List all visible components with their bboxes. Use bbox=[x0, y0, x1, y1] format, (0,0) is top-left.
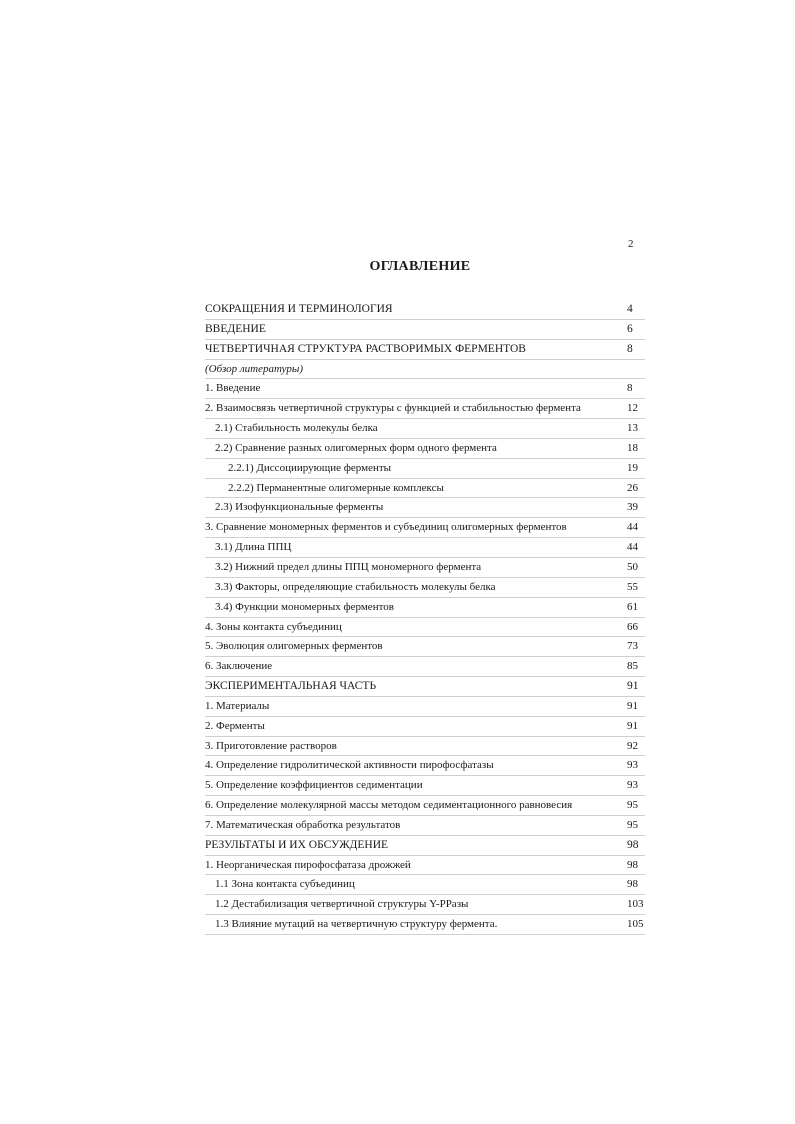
toc-entry bbox=[205, 915, 645, 935]
toc-entry bbox=[205, 558, 645, 578]
toc-entry-label: 2.1) Стабильность молекулы белка bbox=[215, 422, 378, 435]
toc-entry-label: 4. Определение гидролитической активности пирофосфатазы bbox=[205, 759, 494, 772]
toc-entry-label: ВВЕДЕНИЕ bbox=[205, 322, 266, 335]
toc-entry bbox=[205, 756, 645, 776]
toc-entry-label: 1.3 Влияние мутаций на четвертичную структуру фермента. bbox=[215, 918, 498, 931]
page-title: ОГЛАВЛЕНИЕ bbox=[369, 259, 471, 274]
toc-entry bbox=[205, 796, 645, 816]
toc-entry-label: (Обзор литературы) bbox=[205, 362, 304, 375]
toc-entry-label: 2.3) Изофункциональные ферменты bbox=[215, 501, 384, 514]
toc-entry-label: СОКРАЩЕНИЯ И ТЕРМИНОЛОГИЯ bbox=[205, 303, 393, 315]
toc-entry-page: 91 bbox=[627, 699, 638, 712]
toc-entry bbox=[205, 498, 645, 518]
toc-entry-label: 1. Материалы bbox=[205, 699, 270, 712]
toc-entry bbox=[205, 479, 645, 499]
toc-entry bbox=[205, 717, 645, 737]
toc-entry-page: 85 bbox=[627, 660, 638, 673]
toc-entry bbox=[205, 300, 645, 320]
toc-entry-label: 1.2 Дестабилизация четвертичной структуры Y-PPазы bbox=[215, 898, 469, 911]
toc-entry-label: ЭКСПЕРИМЕНТАЛЬНАЯ ЧАСТЬ bbox=[205, 680, 377, 693]
toc-entry bbox=[205, 379, 645, 399]
toc-entry-label: 1.1 Зона контакта субъединиц bbox=[215, 878, 355, 891]
toc-entry-page: 105 bbox=[627, 918, 644, 931]
toc-entry-label: 2.2.1) Диссоциирующие ферменты bbox=[228, 461, 392, 474]
toc-entry-page: 93 bbox=[627, 779, 638, 792]
toc-entry-label: 3. Приготовление растворов bbox=[205, 739, 337, 752]
toc-entry bbox=[205, 816, 645, 836]
toc-entry-label: 5. Определение коэффициентов седиментации bbox=[205, 779, 423, 792]
toc-entry bbox=[205, 875, 645, 895]
toc-entry-label: ЧЕТВЕРТИЧНАЯ СТРУКТУРА РАСТВОРИМЫХ ФЕРМЕНТОВ bbox=[205, 342, 526, 355]
page-number: 2 bbox=[628, 238, 634, 250]
toc-entry-label: 1. Введение bbox=[205, 382, 261, 395]
toc-entry-page: 6 bbox=[627, 322, 633, 335]
toc-entry bbox=[205, 578, 645, 598]
toc-entry-label: РЕЗУЛЬТАТЫ И ИХ ОБСУЖДЕНИЕ bbox=[205, 838, 389, 851]
toc-entry-page: 98 bbox=[627, 858, 638, 871]
toc-entry-page: 19 bbox=[627, 461, 638, 474]
toc-entry bbox=[205, 657, 645, 677]
toc-entry bbox=[205, 895, 645, 915]
table-of-contents bbox=[205, 300, 645, 935]
toc-entry-label: 6. Заключение bbox=[205, 660, 273, 673]
toc-entry bbox=[205, 776, 645, 796]
toc-entry-page: 55 bbox=[627, 580, 638, 593]
toc-entry bbox=[205, 737, 645, 757]
toc-entry-label: 4. Зоны контакта субъединиц bbox=[205, 620, 342, 633]
toc-entry-page: 44 bbox=[627, 541, 638, 554]
toc-entry bbox=[205, 518, 645, 538]
row-divider bbox=[205, 934, 645, 935]
toc-entry bbox=[205, 459, 645, 479]
toc-entry-label: 6. Определение молекулярной массы методом седиментационного равновесия bbox=[205, 799, 573, 812]
toc-entry-page: 26 bbox=[627, 481, 638, 494]
toc-entry-label: 3.3) Факторы, определяющие стабильность молекулы белка bbox=[215, 580, 496, 593]
toc-entry-page: 8 bbox=[627, 342, 633, 355]
toc-entry-page: 92 bbox=[627, 739, 638, 752]
toc-entry bbox=[205, 618, 645, 638]
toc-entry-page: 73 bbox=[627, 640, 638, 653]
toc-entry-label: 5. Эволюция олигомерных ферментов bbox=[205, 640, 383, 653]
toc-entry-page: 4 bbox=[627, 303, 633, 315]
toc-entry-label: 3.2) Нижний предел длины ППЦ мономерного фермента bbox=[215, 560, 482, 573]
toc-entry bbox=[205, 677, 645, 697]
toc-entry bbox=[205, 360, 645, 380]
toc-entry-label: 2.2) Сравнение разных олигомерных форм одного фермента bbox=[215, 441, 497, 454]
toc-entry-page: 39 bbox=[627, 501, 638, 514]
toc-entry bbox=[205, 697, 645, 717]
toc-entry-page: 18 bbox=[627, 441, 638, 454]
toc-entry-label: 1. Неорганическая пирофосфатаза дрожжей bbox=[205, 858, 411, 871]
toc-entry-page: 50 bbox=[627, 560, 638, 573]
toc-entry-page: 93 bbox=[627, 759, 638, 772]
toc-entry-label: 2. Взаимосвязь четвертичной структуры с функцией и стабильностью фермента bbox=[205, 402, 581, 415]
toc-entry-page: 98 bbox=[627, 838, 639, 851]
toc-entry-page: 8 bbox=[627, 382, 633, 395]
toc-entry bbox=[205, 340, 645, 360]
toc-entry bbox=[205, 538, 645, 558]
toc-entry-page: 44 bbox=[627, 521, 638, 534]
toc-entry-label: 7. Математическая обработка результатов bbox=[205, 818, 401, 831]
toc-entry bbox=[205, 419, 645, 439]
toc-entry bbox=[205, 836, 645, 856]
toc-entry-label: 2. Ферменты bbox=[205, 719, 265, 732]
toc-entry-page: 95 bbox=[627, 799, 638, 812]
toc-entry-page: 12 bbox=[627, 402, 638, 415]
toc-entry-page: 66 bbox=[627, 620, 638, 633]
toc-entry-page: 61 bbox=[627, 600, 638, 613]
toc-entry bbox=[205, 320, 645, 340]
toc-entry-label: 3. Сравнение мономерных ферментов и субъединиц олигомерных ферментов bbox=[205, 521, 567, 534]
toc-entry-label: 2.2.2) Перманентные олигомерные комплексы bbox=[228, 481, 444, 494]
toc-entry-page: 13 bbox=[627, 422, 638, 435]
toc-entry bbox=[205, 598, 645, 618]
toc-entry-page: 98 bbox=[627, 878, 638, 891]
toc-entry bbox=[205, 856, 645, 876]
toc-entry bbox=[205, 399, 645, 419]
toc-entry-page: 91 bbox=[627, 719, 638, 732]
toc-entry-page: 95 bbox=[627, 818, 638, 831]
toc-entry bbox=[205, 637, 645, 657]
toc-entry-page: 91 bbox=[627, 680, 639, 693]
toc-entry-label: 3.4) Функции мономерных ферментов bbox=[215, 600, 394, 613]
toc-entry-label: 3.1) Длина ППЦ bbox=[215, 541, 292, 554]
toc-entry-page: 103 bbox=[627, 898, 644, 911]
toc-entry bbox=[205, 439, 645, 459]
